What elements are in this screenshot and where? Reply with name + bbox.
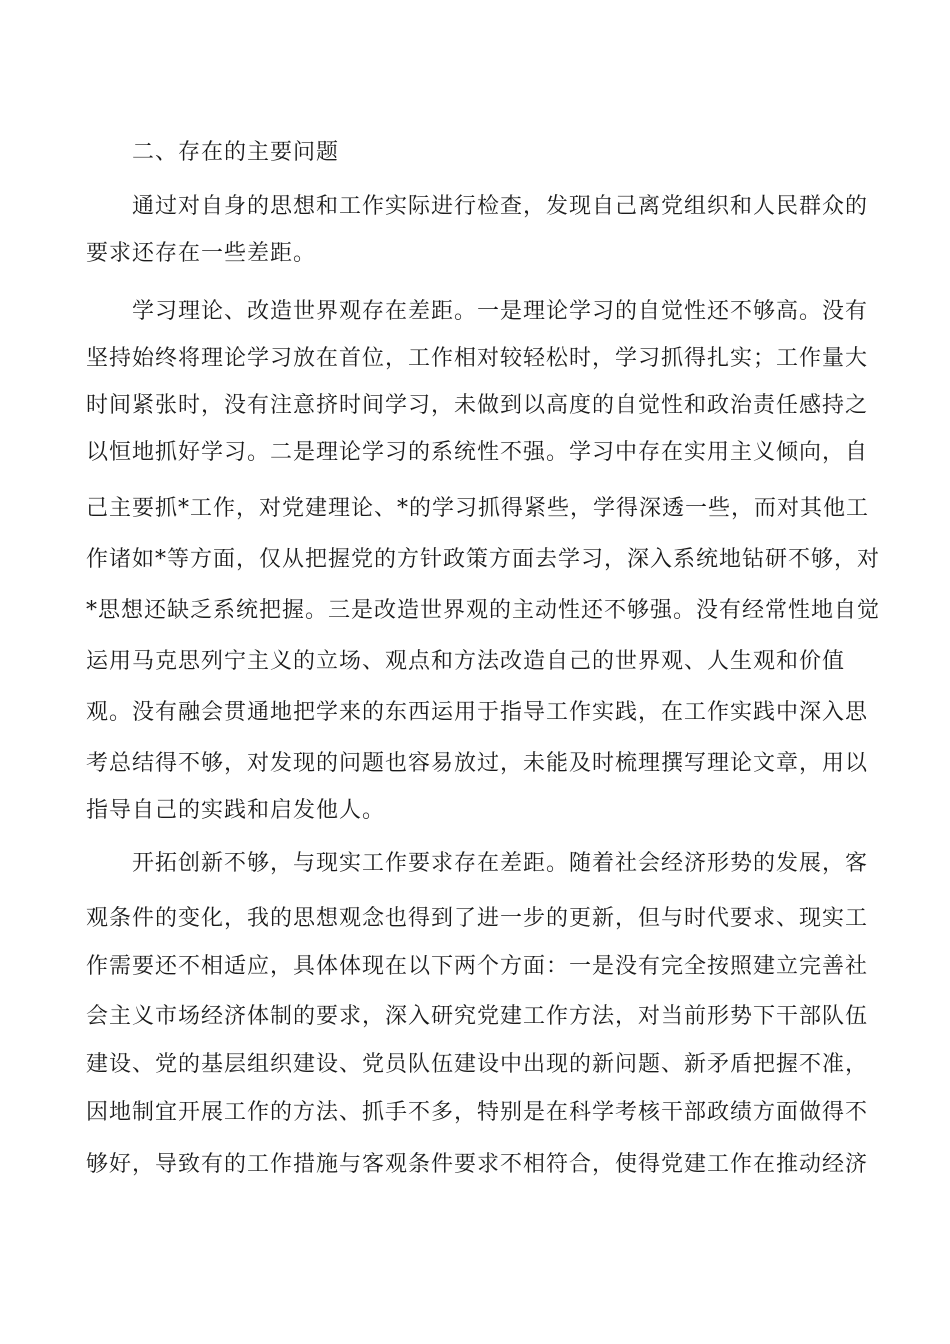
paragraph-line: 会主义市场经济体制的要求，深入研究党建工作方法，对当前形势下干部队伍 xyxy=(86,1004,869,1029)
paragraph-line: 考总结得不够，对发现的问题也容易放过，未能及时梳理撰写理论文章，用以 xyxy=(86,751,869,776)
paragraph-line: 建设、党的基层组织建设、党员队伍建设中出现的新问题、新矛盾把握不准， xyxy=(86,1052,869,1077)
paragraph-line: 开拓创新不够，与现实工作要求存在差距。随着社会经济形势的发展，客 xyxy=(132,851,869,876)
paragraph-line: 坚持始终将理论学习放在首位，工作相对较轻松时，学习抓得扎实；工作量大 xyxy=(86,346,869,371)
paragraph-line: 要求还存在一些差距。 xyxy=(86,241,317,266)
paragraph-line: 作诸如*等方面，仅从把握党的方针政策方面去学习，深入系统地钻研不够，对 xyxy=(86,547,881,572)
paragraph-line: 运用马克思列宁主义的立场、观点和方法改造自己的世界观、人生观和价值 xyxy=(86,649,846,674)
paragraph-line: 观。没有融会贯通地把学来的东西运用于指导工作实践，在工作实践中深入思 xyxy=(86,700,869,725)
paragraph-line: 够好，导致有的工作措施与客观条件要求不相符合，使得党建工作在推动经济 xyxy=(86,1152,869,1177)
paragraph-line: 指导自己的实践和启发他人。 xyxy=(86,798,386,823)
paragraph-line: 作需要还不相适应，具体体现在以下两个方面：一是没有完全按照建立完善社 xyxy=(86,954,869,979)
paragraph-line: *思想还缺乏系统把握。三是改造世界观的主动性还不够强。没有经常性地自觉 xyxy=(86,598,881,623)
paragraph-line: 学习理论、改造世界观存在差距。一是理论学习的自觉性还不够高。没有 xyxy=(132,299,869,324)
section-heading: 二、存在的主要问题 xyxy=(132,140,340,165)
paragraph-line: 通过对自身的思想和工作实际进行检查，发现自己离党组织和人民群众的 xyxy=(132,194,869,219)
paragraph-line: 以恒地抓好学习。二是理论学习的系统性不强。学习中存在实用主义倾向，自 xyxy=(86,440,869,465)
paragraph-line: 时间紧张时，没有注意挤时间学习，未做到以高度的自觉性和政治责任感持之 xyxy=(86,393,869,418)
paragraph-line: 己主要抓*工作，对党建理论、*的学习抓得紧些，学得深透一些，而对其他工 xyxy=(86,496,870,521)
paragraph-line: 观条件的变化，我的思想观念也得到了进一步的更新，但与时代要求、现实工 xyxy=(86,906,869,931)
paragraph-line: 因地制宜开展工作的方法、抓手不多，特别是在科学考核干部政绩方面做得不 xyxy=(86,1100,869,1125)
